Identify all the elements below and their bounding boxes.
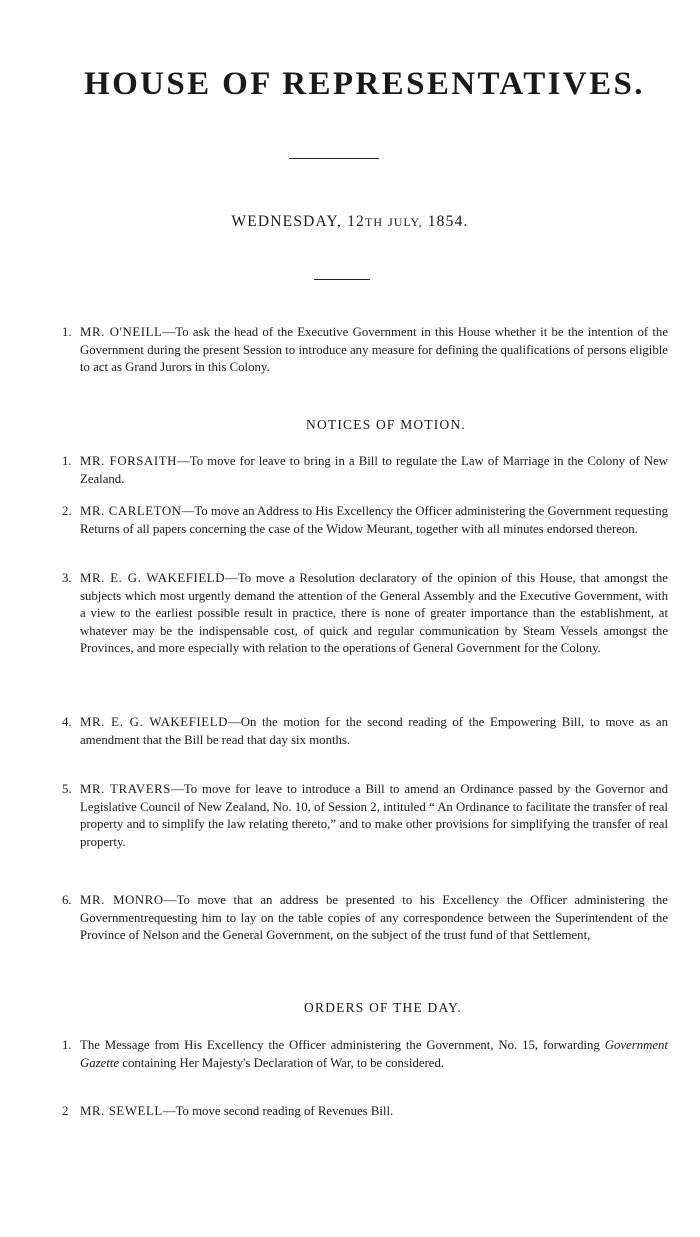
question-item [62,324,668,377]
notice-item [62,892,668,945]
document-title: HOUSE OF REPRESENTATIVES. [84,66,645,102]
notice-member: MR. MONRO [80,893,164,907]
order-gazette-title: Government Gazette [80,1038,668,1070]
order-text: —To move second reading of Revenues Bill. [162,1104,394,1118]
notice-number: 6. [62,893,72,907]
notice-text: —On the motion for the second reading of the Empowering Bill, to move as an amendment that the Bill be read that day six months. [80,715,668,747]
date-weekday: WEDNESDAY, [231,213,342,230]
order-number: 1. [62,1038,72,1052]
notice-item [62,503,668,538]
date-day-suffix: TH [364,215,383,229]
notice-text: —To move a Resolution declaratory of the opinion of this House, that amongst the subjects which most urgently demand the attention of the General Assembly and the Executive Government, with a view to the earliest possible result in practice, there is none of greater importance than the establishment, at whatever may be the indispensable cost, of quick and regular communication by Steam Vessels amongst the Provinces, and more especially with relation to the operations of General Government for the Colony. [80,571,668,655]
date-year: 1854. [427,213,469,230]
notice-member: MR. E. G. WAKEFIELD [80,715,228,729]
question-text: —To ask the head of the Executive Government in this House whether it be the intention of the Government during the present Session to introduce any measure for defining the qualifications of persons eligible to act as Grand Jurors in this Colony. [80,325,668,374]
notice-number: 4. [62,715,72,729]
notice-number: 5. [62,782,72,796]
notice-item [62,781,668,851]
notice-text: —To move that an address be presented to his Excellency the Officer administering the Governmentrequesting him to lay on the table copies of any correspondence between the Superintendent of the Province of Nelson and the General Government, on the subject of the trust fund of that Settlement, [80,893,668,942]
question-number: 1. [62,325,72,339]
notice-member: MR. CARLETON [80,504,182,518]
order-text: The Message from His Excellency the Officer administering the Government, No. 15, forwarding [80,1038,605,1052]
orders-heading: ORDERS OF THE DAY. [304,1000,462,1015]
order-item [62,1103,668,1121]
notice-item [62,714,668,749]
notice-member: MR. E. G. WAKEFIELD [80,571,226,585]
sitting-date [0,213,700,231]
notice-text: —To move an Address to His Excellency the Officer administering the Government requesting Returns of all papers concerning the case of the Widow Meurant, together with all minutes endorsed thereon. [80,504,668,536]
date-rule [314,279,370,280]
notice-item [62,453,668,488]
notice-member: MR. FORSAITH [80,454,177,468]
order-member: MR. SEWELL [80,1104,163,1118]
title-rule [289,158,379,159]
notice-number: 3. [62,571,72,585]
question-member: MR. O'NEILL [80,325,163,339]
order-text-end: containing Her Majesty's Declaration of War, to be considered. [119,1055,445,1070]
notices-heading: NOTICES OF MOTION. [306,417,466,432]
notice-item [62,570,668,658]
notice-number: 1. [62,454,72,468]
notice-text: —To move for leave to introduce a Bill to amend an Ordinance passed by the Governor and Legislative Council of New Zealand, No. 10, of Session 2, intituled “ An Ordinance to facilitate the transfer of real property and to simplify the law relating thereto,” and to make other provisions for simplifying the transfer of real property. [80,782,669,849]
order-number: 2 [62,1104,69,1118]
order-item [62,1037,668,1072]
date-day: 12 [347,213,365,230]
notice-text: —To move for leave to bring in a Bill to regulate the Law of Marriage in the Colony of New Zealand. [80,454,668,486]
notice-member: MR. TRAVERS [80,782,172,796]
date-month: JULY, [388,215,423,229]
notice-number: 2. [62,504,72,518]
